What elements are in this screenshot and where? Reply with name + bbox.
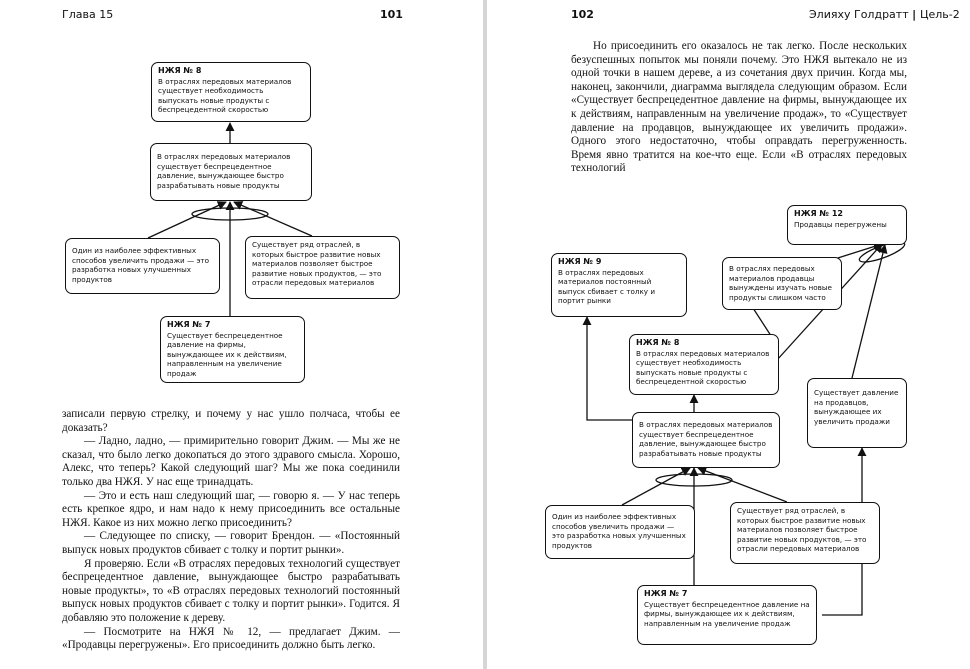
right-box-nje7	[637, 585, 817, 645]
left-page-number: 101	[380, 8, 403, 21]
left-box-nje8-title: НЖЯ № 8	[158, 66, 202, 75]
left-page	[0, 0, 483, 669]
left-box-nje8	[151, 62, 311, 122]
left-box-nje7-text: Существует беспрецедентное давление на фирмы, вынуждающее их к действиям, направленным на увеличение продаж	[167, 330, 287, 378]
right-box-nje12-title: НЖЯ № 12	[794, 209, 843, 218]
left-box-right	[245, 236, 400, 299]
left-paragraph: — Ладно, ладно, — примирительно говорит Джим. — Мы же не сказал, что было легко докопаться до этого здравого смысла. Хорошо, Алекс, что теперь? Какой следующий шаг? Мы же пока соединили только два НЖЯ. У нас еще тринадцать.	[62, 435, 400, 488]
right-box-nje9-text: В отраслях передовых материалов постоянный выпуск сбивает с толку и портит рынки	[558, 267, 655, 305]
left-box-nje7	[160, 316, 305, 383]
left-box-nje8-text: В отраслях передовых материалов существует необходимость выпускать новые продукты с беспрецедентной скоростью	[158, 76, 292, 114]
right-box-left	[545, 505, 695, 559]
right-box-mid	[632, 412, 780, 468]
right-box-nje8	[629, 334, 779, 395]
left-body-text	[62, 408, 400, 653]
left-paragraph: Я проверяю. Если «В отраслях передовых технологий существует беспрецедентное давление, вынуждающее быстро разрабатывать новые продукты», то «В отраслях передовых технологий постоянный выпуск новых продуктов сбивает с толку и портит рынки». Годится. Я добавляю это положение к дереву.	[62, 557, 400, 624]
right-paragraph: Но присоединить его оказалось не так легко. После нескольких безуспешных попыток мы поняли почему. Это НЖЯ вытекало не из одной точки в нашем дереве, а из сочетания двух причин. Когда мы, наконец, закончили, диаграмма выглядела следующим образом. Если «Существует беспрецедентное давление на фирмы, вынуждающее их к действиям, направленным на увеличение продаж», то «Существует давление на продавцов, вынуждающее их увеличить продажи». Одного этого недостаточно, чтобы оправдать перегруженность. Время явно тратится на кое-что еще. Если «В отраслях передовых технологий	[571, 40, 907, 175]
right-box-mid-text: В отраслях передовых материалов существует беспрецедентное давление, вынуждающее быстро разрабатывать новые продукты	[639, 420, 773, 458]
right-box-nje12-text: Продавцы перегружены	[794, 219, 887, 229]
right-header-author: Элияху Голдратт	[809, 8, 909, 21]
left-paragraph: записали первую стрелку, и почему у нас ушло полчаса, чтобы ее доказать?	[62, 408, 400, 434]
left-paragraph: — Следующее по списку, — говорит Брендон. — «Постоянный выпуск новых продуктов сбивает с толку и портит рынки».	[62, 530, 400, 556]
arrow-pressure-to-nje12	[852, 245, 885, 378]
right-box-right	[730, 502, 880, 564]
right-page-number: 102	[571, 8, 594, 21]
right-box-nje7-text: Существует беспрецедентное давление на фирмы, вынуждающее их к действиям, направленным на увеличение продаж	[644, 599, 810, 628]
right-header-title: Цель-2	[919, 8, 960, 21]
right-box-nje7-title: НЖЯ № 7	[644, 589, 688, 598]
right-box-right-text: Существует ряд отраслей, в которых быстрое развитие новых материалов позволяет быстрое развитие новых продуктов, — это отрасли передовых материалов	[737, 506, 867, 553]
left-header-chapter: Глава 15	[62, 8, 114, 21]
right-box-nje9	[551, 253, 687, 317]
left-box-nje7-title: НЖЯ № 7	[167, 320, 211, 329]
right-box-left-text: Один из наиболее эффективных способов увеличить продажи — это разработка новых улучшенных продуктов	[552, 512, 686, 550]
left-box-mid-text: В отраслях передовых материалов существует беспрецедентное давление, вынуждающее быстро разрабатывать новые продукты	[157, 152, 291, 190]
right-box-nje8-text: В отраслях передовых материалов существует необходимость выпускать новые продукты с беспрецедентной скоростью	[636, 348, 770, 386]
left-paragraph: — Посмотрите на НЖЯ № 12, — предлагает Джим. — «Продавцы перегружены». Его присоединить должно быть легко.	[62, 625, 400, 652]
right-box-pressure-sales	[807, 378, 907, 448]
right-box-nje12	[787, 205, 907, 245]
left-box-mid	[150, 143, 312, 201]
left-box-left	[65, 238, 220, 294]
right-box-overwhelm-text: В отраслях передовых материалов продавцы вынуждены изучать новые продукты слишком часто	[729, 264, 832, 302]
right-box-nje9-title: НЖЯ № 9	[558, 257, 602, 266]
right-box-overwhelm	[722, 257, 842, 310]
left-paragraph: — Это и есть наш следующий шаг, — говорю я. — У нас теперь есть крепкое ядро, и нам надо к нему присоединить все остальные НЖЯ. Какое из них можно легко присоединить?	[62, 489, 400, 529]
right-header-running: Элияху Голдратт | Цель-2	[809, 8, 960, 21]
right-box-pressure-sales-text: Существует давление на продавцов, вынуждающее их увеличить продажи	[814, 388, 899, 426]
right-box-nje8-title: НЖЯ № 8	[636, 338, 680, 347]
arrow-mid-to-nje9	[587, 317, 632, 420]
left-box-left-text: Один из наиболее эффективных способов увеличить продажи — это разработка новых улучшенных продуктов	[72, 246, 210, 284]
left-box-right-text: Существует ряд отраслей, в которых быстрое развитие новых материалов позволяет быстрое развитие новых продуктов, — это отрасли передовых материалов	[252, 240, 382, 287]
arrow-left-to-mid	[622, 468, 690, 505]
right-page	[487, 0, 970, 669]
